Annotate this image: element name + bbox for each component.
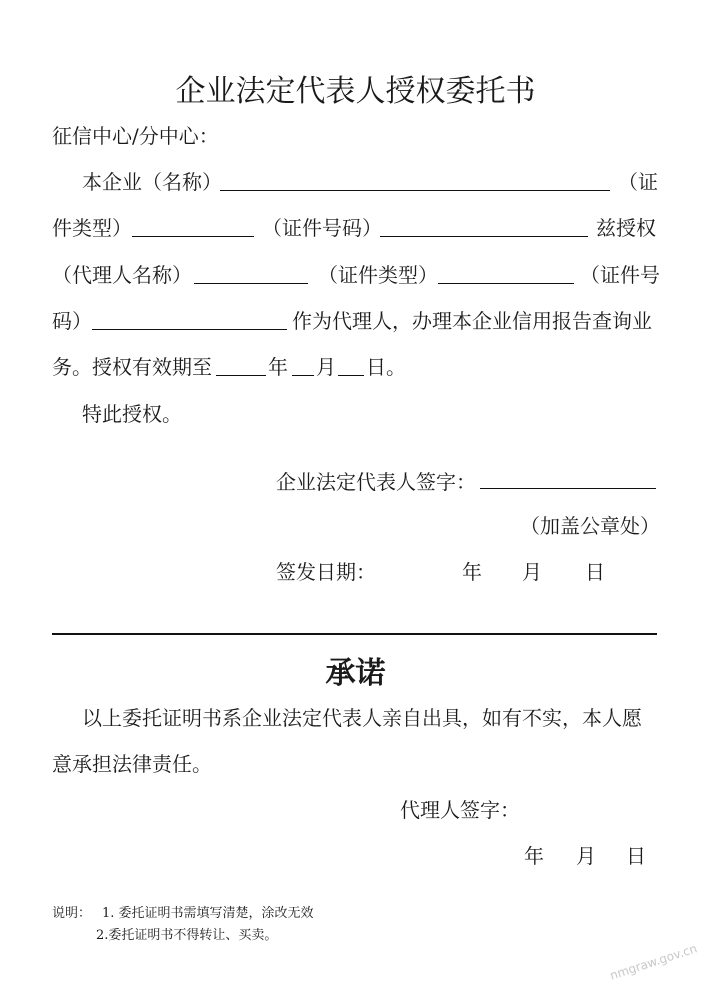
id-number-label: （证件号码） xyxy=(262,216,382,240)
promise-date-day: 日 xyxy=(626,844,646,868)
seal-note: （加盖公章处） xyxy=(520,514,660,538)
note-item-1: 1. 委托证明书需填写清楚，涂改无效 xyxy=(102,906,314,921)
section-divider xyxy=(52,633,657,635)
promise-date-month: 月 xyxy=(576,844,596,868)
company-id-number-field[interactable] xyxy=(380,216,588,237)
legal-rep-signature-label: 企业法定代表人签字： xyxy=(276,470,476,494)
validity-label: 务。授权有效期至 xyxy=(52,355,212,379)
agent-name-field[interactable] xyxy=(194,263,308,284)
addressee: 征信中心/分中心： xyxy=(52,124,219,148)
id-type-label-part2: 件类型） xyxy=(52,216,132,240)
company-id-type-field[interactable] xyxy=(132,216,254,237)
promise-text-line1: 以上委托证明书系企业法定代表人亲自出具，如有不实，本人愿 xyxy=(82,706,642,730)
note-item-2: 2.委托证明书不得转让、买卖。 xyxy=(96,928,278,943)
promise-text-line2: 意承担法律责任。 xyxy=(52,752,212,776)
agent-signature-label: 代理人签字： xyxy=(400,798,520,822)
agent-purpose-text: 作为代理人，办理本企业信用报告查询业 xyxy=(292,309,652,333)
agent-id-number-label-part2: 码） xyxy=(52,309,92,333)
id-type-label-part1: （证 xyxy=(618,170,658,194)
validity-day-field[interactable] xyxy=(338,355,364,376)
document-title: 企业法定代表人授权委托书 xyxy=(175,74,536,109)
agent-id-type-field[interactable] xyxy=(438,263,574,284)
agent-name-label: （代理人名称） xyxy=(52,263,192,287)
agent-id-number-field[interactable] xyxy=(92,309,287,330)
legal-rep-signature-field[interactable] xyxy=(480,468,656,489)
promise-heading: 承诺 xyxy=(325,656,386,691)
validity-year-text: 年 xyxy=(268,355,288,379)
validity-day-text: 日。 xyxy=(366,355,406,379)
agent-id-type-label: （证件类型） xyxy=(318,263,438,287)
closing-text: 特此授权。 xyxy=(82,402,182,426)
validity-year-field[interactable] xyxy=(216,355,266,376)
validity-month-field[interactable] xyxy=(292,355,314,376)
issue-date-label: 签发日期： xyxy=(276,560,376,584)
validity-month-text: 月 xyxy=(316,355,336,379)
company-name-label: 本企业（名称） xyxy=(82,170,222,194)
promise-date-year: 年 xyxy=(524,844,544,868)
watermark: nmgraw.gov.cn xyxy=(608,941,699,983)
issue-date-month: 月 xyxy=(522,560,542,584)
issue-date-year: 年 xyxy=(462,560,482,584)
authorize-text: 兹授权 xyxy=(596,216,656,240)
notes-label: 说明： xyxy=(52,906,92,921)
company-name-field[interactable] xyxy=(220,170,610,191)
issue-date-day: 日 xyxy=(585,560,605,584)
agent-id-number-label-part1: （证件号 xyxy=(580,263,660,287)
